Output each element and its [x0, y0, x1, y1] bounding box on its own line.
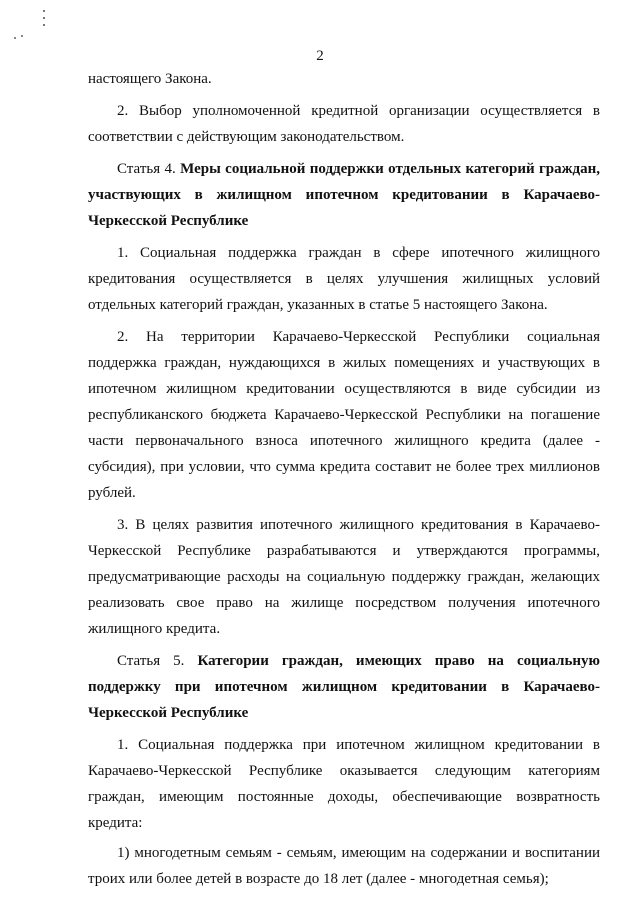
article-5-heading — [88, 648, 600, 726]
article-4-title: Меры социальной поддержки отдельных категорий граждан, участвующих в жилищном ипотечном кредитовании в Карачаево-Черкесской Республике — [88, 161, 600, 229]
paragraph-article4-item2: 2. На территории Карачаево-Черкесской Республики социальная поддержка граждан, нуждающихся в жилых помещениях и участвующих в ипотечном жилищном кредитовании осуществляются в виде субсидии из республиканского бюджета Карачаево-Черкесской Республики на погашение части первоначального взноса ипотечного жилищного кредита (далее - субсидия), при условии, что сумма кредита составит не более трех миллионов рублей. — [88, 329, 600, 501]
paragraph-continuation: настоящего Закона. — [88, 71, 212, 87]
paragraph-article5-item1: 1. Социальная поддержка при ипотечном жилищном кредитовании в Карачаево-Черкесской Республике оказывается следующим категориям граждан, имеющим постоянные доходы, обеспечивающие возвратность кредита: — [88, 737, 600, 831]
article-4-label: Статья 4. — [117, 161, 181, 177]
paragraph-article4-item1: 1. Социальная поддержка граждан в сфере ипотечного жилищного кредитования осуществляется в целях улучшения жилищных условий отдельных категорий граждан, указанных в статье 5 настоящего Закона. — [88, 245, 600, 313]
document-body — [88, 66, 600, 898]
paragraph-article4-item3: 3. В целях развития ипотечного жилищного кредитования в Карачаево-Черкесской Республике разрабатываются и утверждаются программы, предусматривающие расходы на социальную поддержку граждан, желающих реализовать свое право на жилище посредством получения ипотечного жилищного кредита. — [88, 517, 600, 637]
article-4-heading — [88, 156, 600, 234]
paragraph-article5-subitem1: 1) многодетным семьям - семьям, имеющим на содержании и воспитании троих или более детей в возрасте до 18 лет (далее - многодетная семья); — [88, 845, 600, 887]
paragraph-article3-item2: 2. Выбор уполномоченной кредитной организации осуществляется в соответствии с действующим законодательством. — [88, 103, 600, 145]
page-number: 2 — [316, 48, 324, 64]
article-5-label: Статья 5. — [117, 653, 198, 669]
scan-artifact-marks — [12, 8, 48, 48]
article-5-title: Категории граждан, имеющих право на социальную поддержку при ипотечном жилищном кредитовании в Карачаево-Черкесской Республике — [88, 653, 600, 721]
